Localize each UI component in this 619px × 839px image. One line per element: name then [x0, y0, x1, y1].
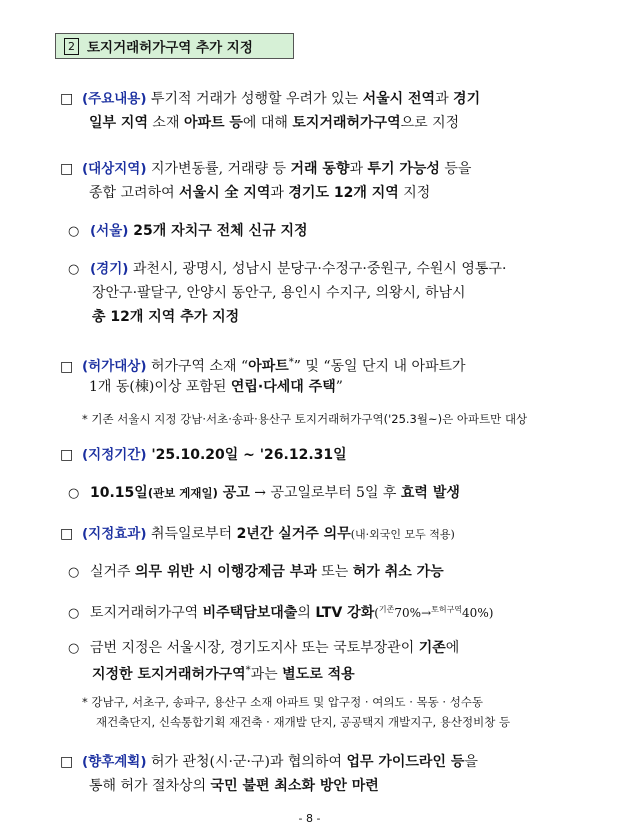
text: 일부 지역 [89, 115, 148, 131]
square-bullet-icon: □ [60, 526, 74, 542]
text: 서울시 전역 [362, 91, 436, 107]
text: 의무 위반 시 이행강제금 부과 [135, 564, 317, 580]
text: 금번 지정은 서울시장, 경기도지사 또는 국토부장관이 [90, 640, 419, 656]
text: 25개 자치구 전체 신규 지정 [128, 223, 308, 239]
permit-target-label: (허가대상) [82, 358, 147, 375]
effect-label: (지정효과) [82, 526, 147, 542]
future-plan-line-1 [60, 753, 478, 771]
main-content-line-1 [60, 90, 480, 108]
text: 토지거래허가구역 [292, 115, 401, 131]
text: 40%) [462, 606, 494, 620]
section-number: 2 [64, 38, 79, 55]
square-bullet-icon: □ [60, 358, 74, 375]
text: 으로 지정 [400, 115, 460, 131]
text: 장안구·팔달구, 안양시 동안구, 용인시 수지구, 의왕시, 하남시 [92, 285, 466, 301]
text: ” 및 “동일 단지 내 아파트가 [293, 358, 466, 375]
text: 지정한 토지거래허가구역 [92, 666, 246, 683]
future-plan-label: (향후계획) [82, 754, 147, 770]
text: 통해 허가 절차상의 [89, 778, 211, 794]
gyeonggi-label: (경기) [90, 261, 129, 277]
text: 투기적 거래가 성행할 우려가 있는 [146, 91, 363, 107]
circle-bullet-icon: ○ [68, 565, 80, 580]
text: 연립·다세대 주택 [230, 379, 336, 395]
gyeonggi-line-3 [92, 308, 239, 326]
text: 종합 고려하여 [89, 185, 180, 201]
text: 별도로 적용 [282, 666, 355, 683]
text: 기존 서울시 지정 강남·서초·송파·용산구 토지거래허가구역('25.3월~)은 아파트만 대상 [91, 412, 528, 426]
period-label: (지정기간) [82, 447, 147, 463]
text: 토허구역 [431, 605, 463, 614]
text: 서울시 全 지역 [179, 185, 271, 201]
text: 에 대해 [242, 115, 293, 131]
target-area-label: (대상지역) [82, 161, 147, 177]
text: 거래 동향 [290, 161, 350, 177]
target-area-line-2 [89, 184, 430, 202]
text: 10.15일 [90, 485, 148, 501]
text: 비주택담보대출 [202, 605, 298, 621]
text: 기존 [378, 605, 395, 614]
text: 과 [435, 91, 454, 107]
circle-bullet-icon: ○ [68, 486, 80, 501]
text: 에 [445, 640, 460, 656]
target-area-line-1 [60, 160, 471, 178]
text: 아파트 [248, 358, 289, 375]
text: 지정 [398, 185, 431, 201]
text: LTV 강화 [315, 605, 375, 621]
effect-bullet-3-line-1 [68, 639, 459, 658]
text: 강남구, 서초구, 송파구, 용산구 소재 아파트 및 압구정 · 여의도 · 목동 · 성수동 [91, 695, 484, 709]
text: 을 [464, 754, 478, 770]
seoul-label: (서울) [90, 223, 129, 239]
circle-bullet-icon: ○ [68, 641, 80, 656]
text: 경기도 12개 지역 [288, 185, 399, 201]
text: 취득일로부터 [146, 526, 237, 542]
effect-line [60, 525, 455, 544]
square-bullet-icon: □ [60, 754, 74, 770]
text: 허가 관청(시·군·구)과 협의하여 [146, 754, 347, 770]
footnote-asterisk-icon: * [82, 695, 88, 709]
text: 과는 [250, 666, 283, 683]
text: 지가변동률, 거래량 등 [146, 161, 291, 177]
text: (관보 게재일) [147, 486, 218, 500]
square-bullet-icon: □ [60, 91, 74, 107]
circle-bullet-icon: ○ [68, 606, 80, 621]
text: → 공고일로부터 5일 후 [249, 485, 401, 501]
text: 아파트 등 [183, 115, 243, 131]
text: 과 [270, 185, 289, 201]
section-title-text: 토지거래허가구역 추가 지정 [87, 40, 253, 56]
text: 공고 [217, 485, 250, 501]
gyeonggi-line-1 [68, 260, 506, 279]
section-title [55, 33, 294, 59]
text: 과천시, 광명시, 성남시 분당구·수정구·중원구, 수원시 영통구· [128, 261, 507, 277]
circle-bullet-icon: ○ [68, 224, 80, 239]
page-number: - 8 - [298, 812, 321, 825]
main-content-line-2 [89, 114, 459, 132]
text: ” [335, 379, 343, 395]
text: 의 [297, 605, 316, 621]
effect-footnote-line-2 [96, 713, 510, 731]
text: 또는 [316, 564, 353, 580]
text: 허가구역 소재 “ [146, 358, 249, 375]
text: 등을 [439, 161, 472, 177]
text: 투기 가능성 [367, 161, 440, 177]
text: 총 12개 지역 추가 지정 [92, 309, 240, 325]
future-plan-line-2 [89, 777, 379, 795]
text: 소재 [147, 115, 184, 131]
circle-bullet-icon: ○ [68, 262, 80, 277]
square-bullet-icon: □ [60, 161, 74, 177]
effect-bullet-2 [68, 601, 493, 623]
announcement-line [68, 484, 460, 503]
permit-target-line-1 [60, 354, 466, 376]
text: '25.10.20일 ~ '26.12.31일 [146, 447, 347, 463]
text: 실거주 [90, 564, 136, 580]
text: 효력 발생 [400, 485, 460, 501]
text: 기존 [418, 640, 446, 656]
gyeonggi-line-2 [92, 284, 466, 302]
effect-footnote-line-1 [82, 693, 483, 711]
seoul-line [68, 222, 308, 241]
text: 국민 불편 최소화 방안 마련 [210, 778, 379, 794]
permit-target-line-2 [89, 378, 343, 396]
text: ( [374, 606, 379, 620]
footnote-asterisk-icon: * [245, 665, 251, 676]
text: 경기 [453, 91, 481, 107]
text: 2년간 실거주 의무 [236, 526, 351, 542]
square-bullet-icon: □ [60, 447, 74, 463]
text: 1개 동(棟)이상 포함된 [89, 379, 231, 395]
effect-bullet-3-line-2 [92, 662, 355, 684]
text: (내·외국인 모두 적용) [350, 528, 455, 541]
footnote-asterisk-icon: * [82, 412, 88, 426]
footnote-asterisk-icon: * [288, 357, 294, 368]
effect-bullet-1 [68, 563, 444, 582]
period-line [60, 446, 347, 464]
text: 업무 가이드라인 등 [346, 754, 465, 770]
text: 재건축단지, 신속통합기획 재건축 · 재개발 단지, 공공택지 개발지구, 용산정비창 등 [96, 715, 511, 729]
permit-target-footnote [82, 410, 527, 428]
text: 과 [349, 161, 368, 177]
text: 토지거래허가구역 [90, 605, 203, 621]
main-content-label: (주요내용) [82, 91, 147, 107]
text: 허가 취소 가능 [352, 564, 444, 580]
text: 70%→ [394, 606, 432, 620]
